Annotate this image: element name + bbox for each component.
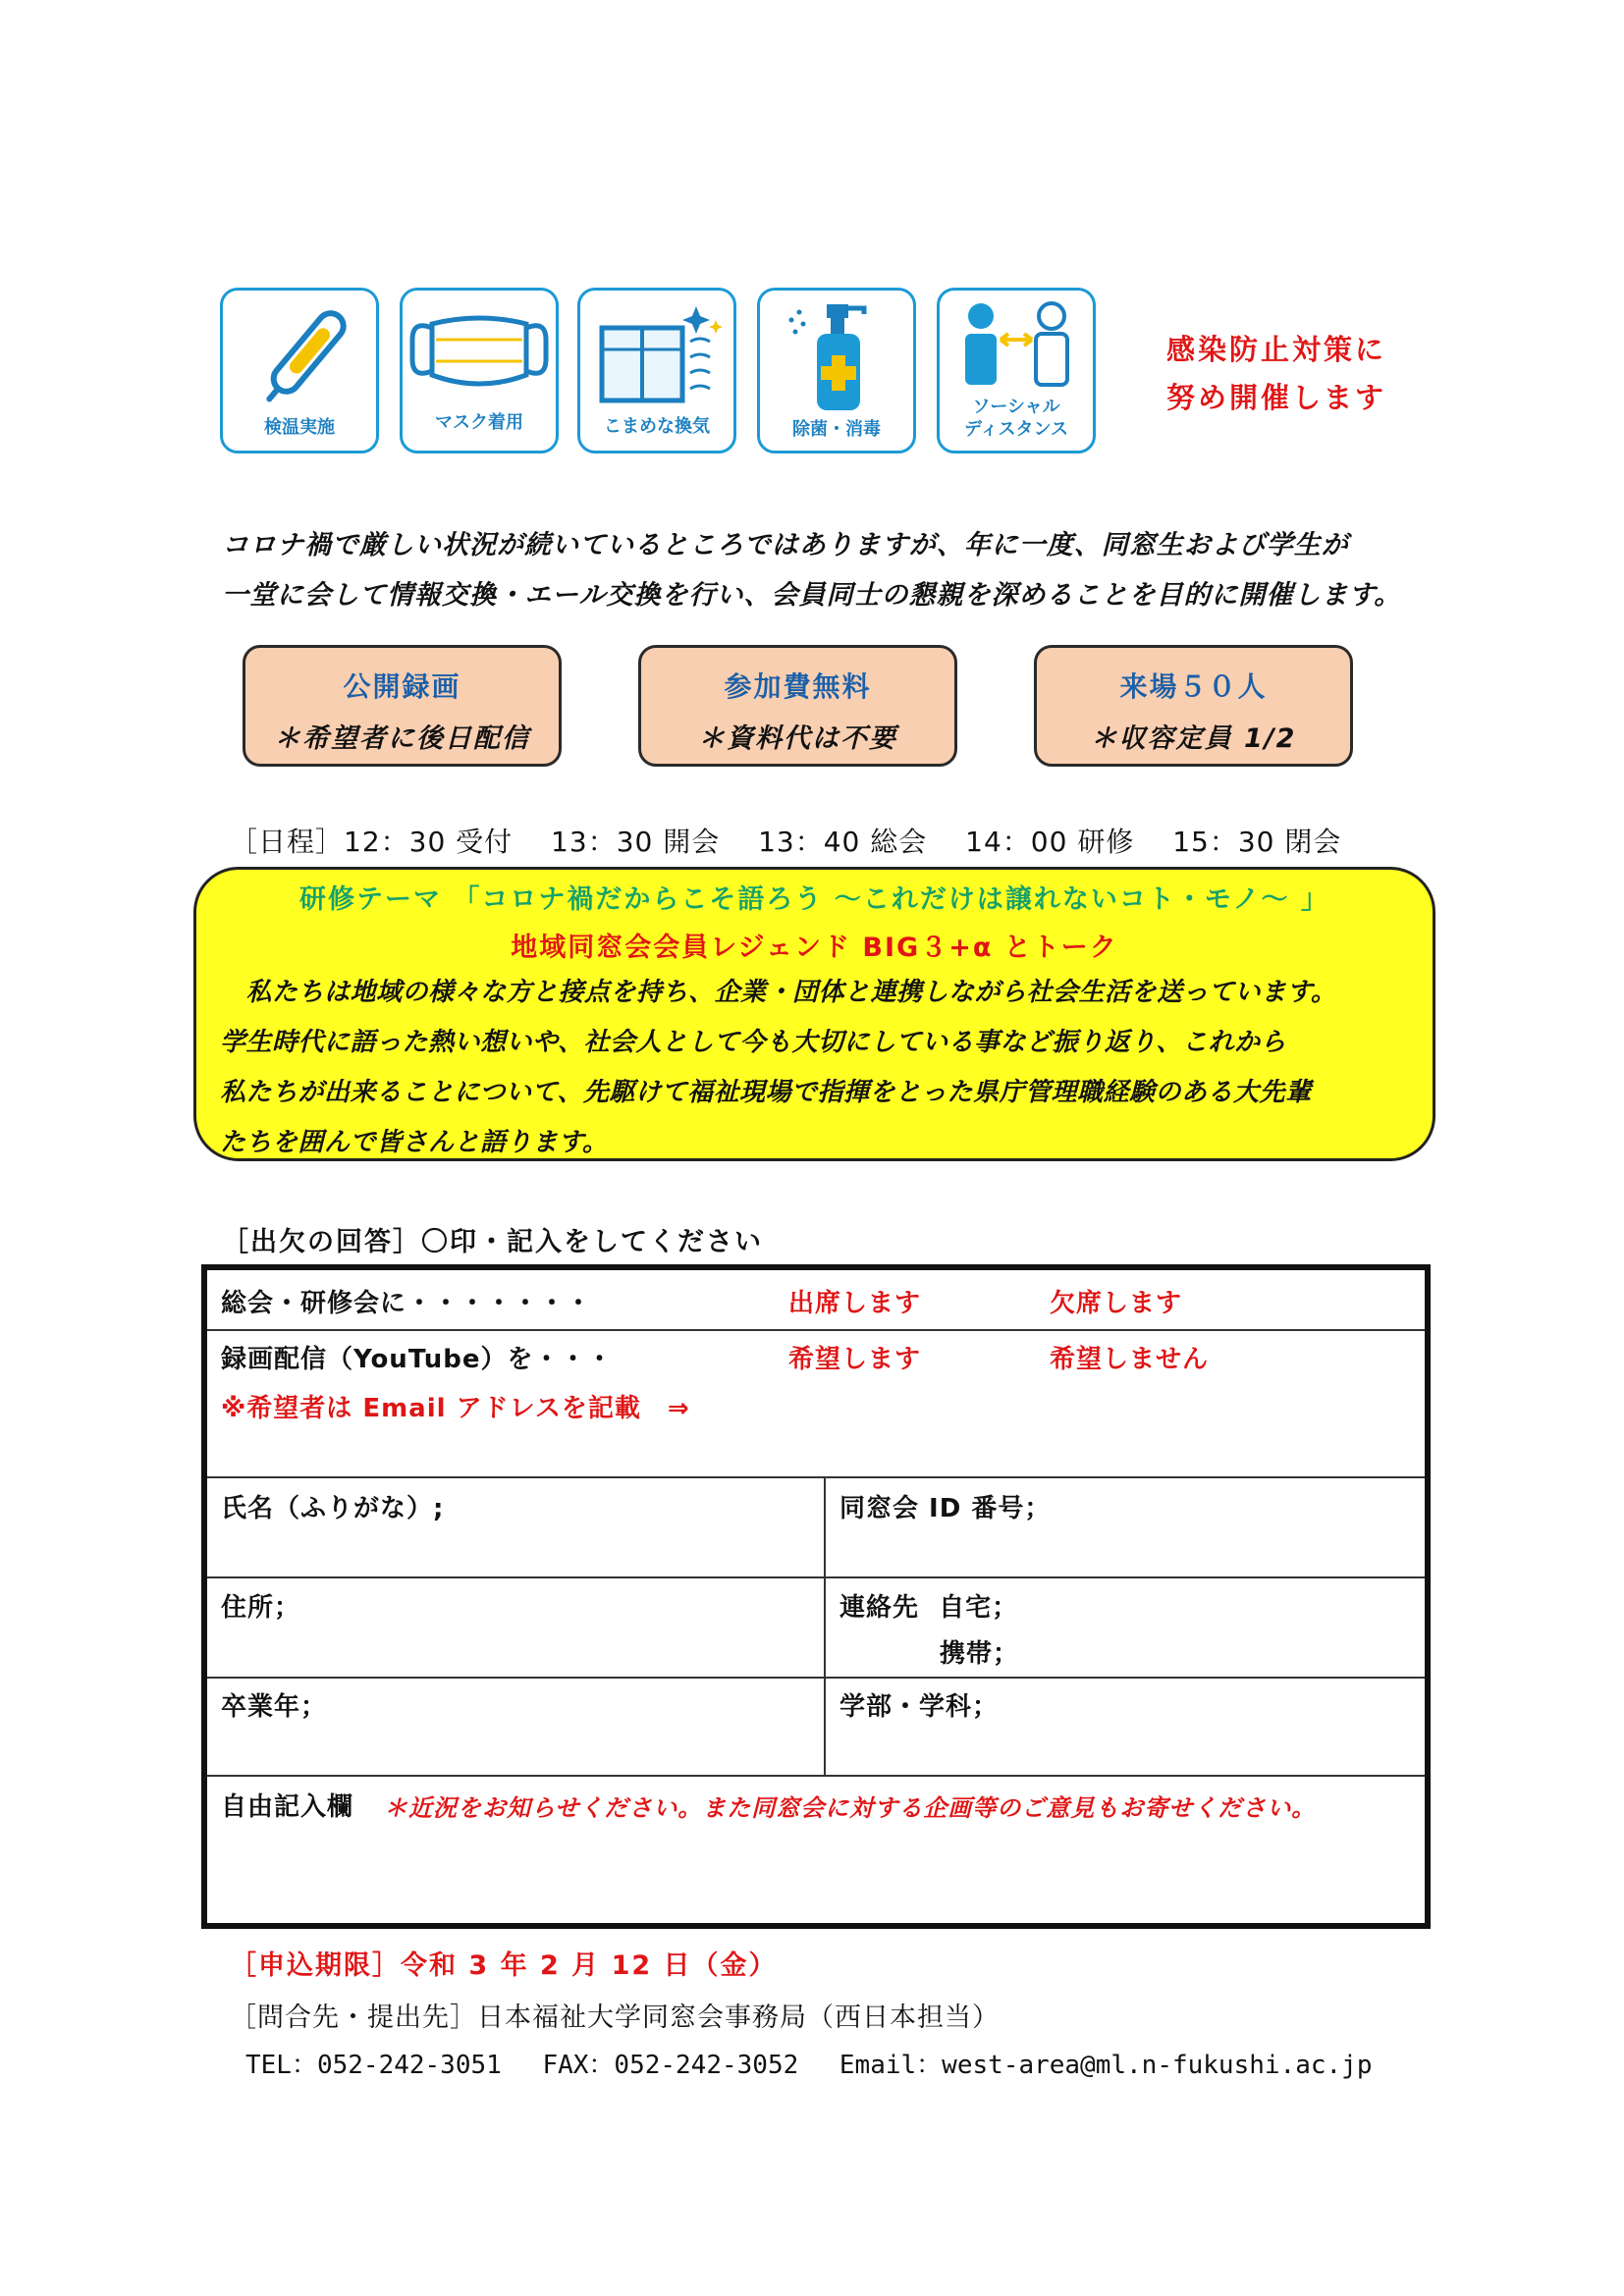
absent-option[interactable]: 欠席します — [1050, 1289, 1183, 1318]
theme-body-line: 私たちは地域の様々な方と接点を持ち、企業・団体と連携しながら社会生活を送っています。 — [220, 978, 1337, 1007]
theme-title: 研修テーマ 「コロナ禍だからこそ語ろう ～これだけは譲れないコト・モノ～ 」 — [299, 884, 1329, 915]
icon-label: ソーシャル — [972, 397, 1060, 417]
icon-label: 検温実施 — [264, 417, 335, 438]
notice-line2: 努め開催します — [1166, 381, 1387, 414]
theme-body-line: たちを囲んで皆さんと語ります。 — [220, 1128, 609, 1157]
email-note: ※希望者は Email アドレスを記載 ⇒ — [221, 1394, 690, 1423]
feature-title: 参加費無料 — [724, 670, 872, 703]
contact-numbers: TEL：052-242-3051 FAX：052-242-3052 Email：west-area@ml.n-fukushi.ac.jp — [245, 2051, 1373, 2080]
form-title: ［出欠の回答］〇印・記入をしてください — [222, 1227, 763, 1257]
response-form — [201, 1264, 1431, 1929]
free-entry-note: ＊近況をお知らせください。また同窓会に対する企画等のご意見もお寄せください。 — [384, 1794, 1317, 1822]
theme-body — [220, 968, 1423, 1168]
icon-label: ディスタンス — [963, 419, 1069, 440]
ventilation-card — [577, 288, 736, 454]
feature-note: ＊希望者に後日配信 — [274, 723, 530, 754]
contact-home-label: 連絡先 自宅； — [839, 1593, 1019, 1623]
grad-year-label: 卒業年； — [221, 1692, 328, 1722]
email-field[interactable] — [836, 1380, 1425, 1468]
feature-box-fee — [638, 645, 957, 767]
distance-card — [937, 288, 1096, 454]
row-divider — [207, 1677, 1425, 1679]
feature-note: ＊資料代は不要 — [698, 723, 897, 754]
recording-label: 録画配信（YouTube）を・・・ — [221, 1345, 614, 1374]
row-divider — [207, 1576, 1425, 1578]
thermometer-card — [220, 288, 379, 454]
address-label: 住所； — [221, 1593, 301, 1623]
icon-label: マスク着用 — [435, 412, 523, 433]
member-id-label: 同窓会 ID 番号； — [839, 1494, 1052, 1523]
free-entry-label: 自由記入欄 — [221, 1792, 354, 1822]
want-option[interactable]: 希望します — [788, 1345, 922, 1374]
row-divider — [207, 1329, 1425, 1331]
feature-title: 公開録画 — [343, 670, 461, 703]
department-label: 学部・学科； — [839, 1692, 1000, 1722]
sanitizer-card — [757, 288, 916, 454]
intro-line1: コロナ禍で厳しい状況が続いているところではありますが、年に一度、同窓生および学生が — [222, 530, 1349, 561]
feature-box-recording — [243, 645, 562, 767]
theme-subtitle: 地域同窓会会員レジェンド BIG３+α とトーク — [511, 933, 1118, 963]
theme-body-line: 私たちが出来ることについて、先駆けて福祉現場で指揮をとった県庁管理職経験のある大先輩 — [220, 1078, 1312, 1107]
intro-line2: 一堂に会して情報交換・エール交換を行い、会員同士の懇親を深めることを目的に開催します。 — [222, 580, 1402, 611]
not-want-option[interactable]: 希望しません — [1050, 1345, 1210, 1374]
name-label: 氏名（ふりがな）; — [221, 1494, 445, 1523]
feature-title: 来場５０人 — [1119, 670, 1268, 703]
notice-line1: 感染防止対策に — [1166, 333, 1387, 366]
icon-label: 除菌・消毒 — [792, 419, 881, 440]
icon-label: こまめな換気 — [604, 416, 710, 437]
theme-body-line: 学生時代に語った熱い想いや、社会人として今も大切にしている事など振り返り、これから — [220, 1028, 1286, 1057]
schedule: ［日程］12：30 受付 13：30 開会 13：40 総会 14：00 研修 15：30 閉会 — [230, 826, 1342, 858]
attend-option[interactable]: 出席します — [788, 1289, 922, 1318]
row-divider — [207, 1476, 1425, 1478]
row-divider — [207, 1775, 1425, 1777]
column-divider — [824, 1476, 826, 1775]
mask-card — [400, 288, 559, 454]
contact-mobile-label: 携帯； — [940, 1639, 1020, 1669]
theme-box — [193, 867, 1435, 1161]
deadline: ［申込期限］令和 3 年 2 月 12 日（金） — [230, 1950, 778, 1981]
feature-box-capacity — [1034, 645, 1353, 767]
contact-office: ［問合先・提出先］日本福祉大学同窓会事務局（西日本担当） — [230, 2002, 1000, 2033]
attendance-label: 総会・研修会に・・・・・・・ — [221, 1289, 593, 1318]
feature-note: ＊収容定員 1/2 — [1090, 723, 1297, 754]
